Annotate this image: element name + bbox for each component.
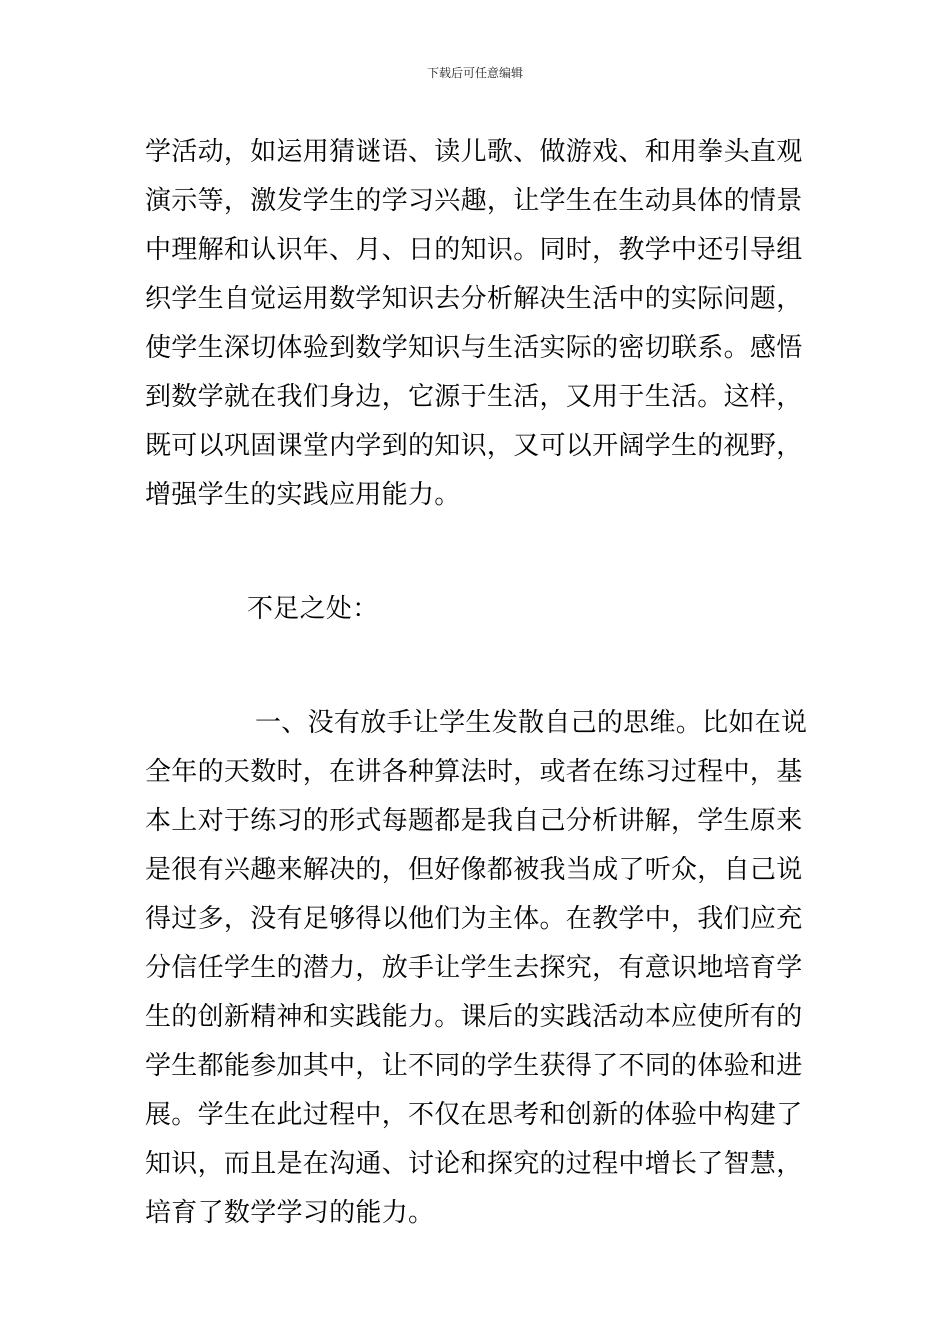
text-line: 是很有兴趣来解决的，但好像都被我当成了听众，自己说: [145, 855, 803, 885]
section-heading: 不足之处：: [247, 594, 379, 624]
text-line: 演示等，激发学生的学习兴趣，让学生在生动具体的情景: [145, 186, 803, 216]
paragraph-1: [145, 128, 810, 520]
text-line: 培育了数学学习的能力。: [145, 1198, 435, 1228]
text-line: 到数学就在我们身边，它源于生活，又用于生活。这样，: [145, 382, 803, 412]
text-line: 一、没有放手让学生发散自己的思维。比如在说: [255, 708, 808, 738]
text-line: 生的创新精神和实践能力。课后的实践活动本应使所有的: [145, 1002, 803, 1032]
text-line: 既可以巩固课堂内学到的知识，又可以开阔学生的视野，: [145, 431, 803, 461]
text-line: 织学生自觉运用数学知识去分析解决生活中的实际问题，: [145, 284, 803, 314]
text-line: 得过多，没有足够得以他们为主体。在教学中，我们应充: [145, 904, 803, 934]
text-line: 本上对于练习的形式每题都是我自己分析讲解，学生原来: [145, 806, 803, 836]
paragraph-2: [145, 699, 810, 1238]
text-line: 全年的天数时，在讲各种算法时，或者在练习过程中，基: [145, 757, 803, 787]
text-line: 中理解和认识年、月、日的知识。同时，教学中还引导组: [145, 235, 803, 265]
text-line: 展。学生在此过程中，不仅在思考和创新的体验中构建了: [145, 1100, 803, 1130]
header-note: 下载后可任意编辑: [426, 66, 523, 80]
text-line: 学活动，如运用猜谜语、读儿歌、做游戏、和用拳头直观: [145, 137, 803, 167]
spacer: [145, 520, 810, 585]
text-line: 知识，而且是在沟通、讨论和探究的过程中增长了智慧，: [145, 1149, 803, 1179]
document-body: [145, 128, 810, 1238]
spacer: [145, 634, 810, 699]
text-line: 使学生深切体验到数学知识与生活实际的密切联系。感悟: [145, 333, 803, 363]
text-line: 分信任学生的潜力，放手让学生去探究，有意识地培育学: [145, 953, 803, 983]
text-line: 增强学生的实践应用能力。: [145, 480, 461, 510]
text-line: 学生都能参加其中，让不同的学生获得了不同的体验和进: [145, 1051, 803, 1081]
